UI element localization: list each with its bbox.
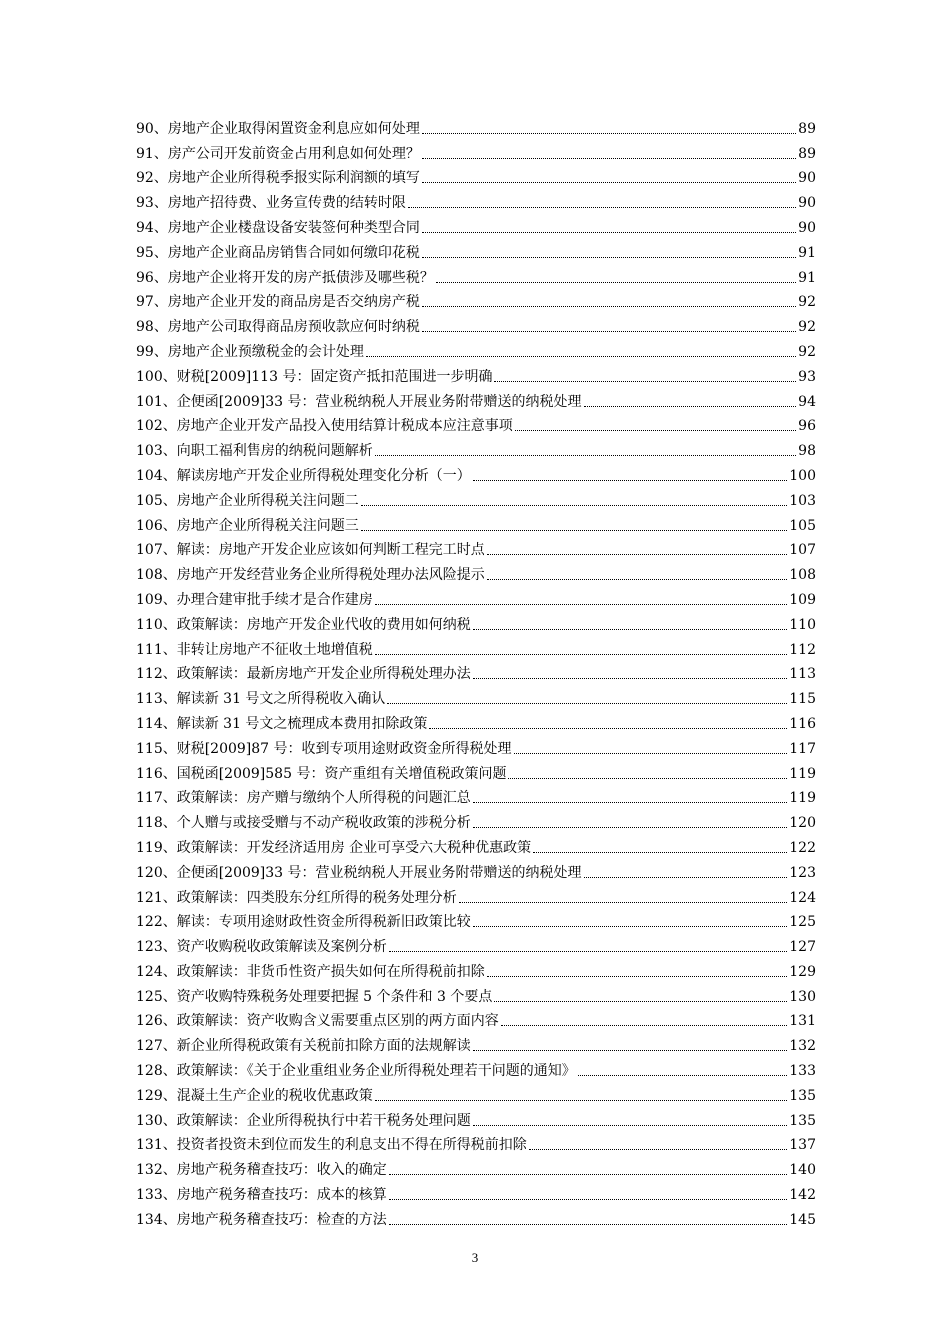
toc-entry-title: 103、向职工福利售房的纳税问题解析 <box>136 443 373 460</box>
toc-dot-leader <box>459 902 788 903</box>
toc-dot-leader <box>473 827 788 828</box>
toc-entry[interactable] <box>136 758 816 783</box>
toc-entry-page: 91 <box>798 244 816 261</box>
toc-dot-leader <box>422 331 796 332</box>
toc-dot-leader <box>361 530 788 531</box>
toc-entry-title: 130、政策解读：企业所得税执行中若干税务处理问题 <box>136 1112 471 1129</box>
toc-entry-page: 117 <box>789 740 816 757</box>
toc-dot-leader <box>487 554 788 555</box>
toc-entry-page: 107 <box>789 542 816 559</box>
toc-dot-leader <box>436 282 796 283</box>
toc-entry-page: 137 <box>789 1137 816 1154</box>
toc-dot-leader <box>487 579 788 580</box>
toc-entry-title: 110、政策解读：房地产开发企业代收的费用如何纳税 <box>136 616 471 633</box>
toc-dot-leader <box>494 381 796 382</box>
toc-entry-title: 94、房地产企业楼盘设备安装签何种类型合同 <box>136 219 420 236</box>
toc-entry-title: 112、政策解读：最新房地产开发企业所得税处理办法 <box>136 666 471 683</box>
toc-entry-page: 94 <box>798 393 816 410</box>
toc-entry-title: 98、房地产公司取得商品房预收款应何时纳税 <box>136 319 420 336</box>
toc-dot-leader <box>422 182 796 183</box>
toc-dot-leader <box>366 356 796 357</box>
toc-entry[interactable] <box>136 708 816 733</box>
toc-entry-title: 115、财税[2009]87 号：收到专项用途财政资金所得税处理 <box>136 740 512 757</box>
page-number: 3 <box>471 1250 479 1265</box>
toc-entry-page: 103 <box>789 492 816 509</box>
toc-entry-page: 133 <box>789 1063 816 1080</box>
toc-dot-leader <box>422 133 796 134</box>
toc-entry-page: 127 <box>789 939 816 956</box>
toc-entry[interactable] <box>136 163 816 188</box>
toc-entry-title: 109、办理合建审批手续才是合作建房 <box>136 591 373 608</box>
toc-entry-title: 124、政策解读：非货币性资产损失如何在所得税前扣除 <box>136 963 485 980</box>
toc-entry[interactable] <box>136 411 816 436</box>
toc-entry-page: 98 <box>798 443 816 460</box>
toc-entry-title: 120、企便函[2009]33 号：营业税纳税人开展业务附带赠送的纳税处理 <box>136 864 582 881</box>
toc-entry-title: 102、房地产企业开发产品投入使用结算计税成本应注意事项 <box>136 418 513 435</box>
toc-entry[interactable] <box>136 485 816 510</box>
toc-entry-title: 90、房地产企业取得闲置资金利息应如何处理 <box>136 120 420 137</box>
toc-entry-title: 113、解读新 31 号文之所得税收入确认 <box>136 691 386 708</box>
toc-entry[interactable] <box>136 882 816 907</box>
toc-entry-title: 101、企便函[2009]33 号：营业税纳税人开展业务附带赠送的纳税处理 <box>136 393 582 410</box>
toc-entry-title: 122、解读：专项用途财政性资金所得税新旧政策比较 <box>136 914 471 931</box>
toc-entry-page: 130 <box>789 988 816 1005</box>
toc-dot-leader <box>389 1199 788 1200</box>
toc-entry-title: 114、解读新 31 号文之梳理成本费用扣除政策 <box>136 715 428 732</box>
toc-entry-page: 116 <box>789 715 816 732</box>
toc-entry[interactable] <box>136 559 816 584</box>
toc-entry[interactable] <box>136 783 816 808</box>
toc-dot-leader <box>584 877 788 878</box>
table-of-contents <box>136 113 816 1229</box>
toc-entry[interactable] <box>136 1080 816 1105</box>
toc-entry-page: 125 <box>789 914 816 931</box>
toc-entry-page: 108 <box>789 567 816 584</box>
toc-entry-page: 115 <box>789 691 816 708</box>
toc-dot-leader <box>422 158 796 159</box>
toc-entry-title: 111、非转让房地产不征收土地增值税 <box>136 641 373 658</box>
toc-entry[interactable] <box>136 361 816 386</box>
toc-entry-title: 100、财税[2009]113 号：固定资产抵扣范围进一步明确 <box>136 368 493 385</box>
toc-entry-title: 106、房地产企业所得税关注问题三 <box>136 517 359 534</box>
toc-entry-page: 100 <box>789 467 816 484</box>
toc-entry-title: 121、政策解读：四类股东分红所得的税务处理分析 <box>136 889 457 906</box>
toc-entry-title: 105、房地产企业所得税关注问题二 <box>136 492 359 509</box>
toc-entry-page: 90 <box>798 170 816 187</box>
toc-entry[interactable] <box>136 237 816 262</box>
toc-entry-page: 89 <box>798 145 816 162</box>
toc-dot-leader <box>473 678 788 679</box>
toc-entry[interactable] <box>136 1055 816 1080</box>
toc-entry-title: 116、国税函[2009]585 号：资产重组有关增值税政策问题 <box>136 765 507 782</box>
toc-entry[interactable] <box>136 907 816 932</box>
toc-entry-page: 92 <box>798 343 816 360</box>
toc-entry-title: 125、资产收购特殊税务处理要把握 5 个条件和 3 个要点 <box>136 988 493 1005</box>
toc-entry[interactable] <box>136 584 816 609</box>
toc-dot-leader <box>473 480 788 481</box>
toc-dot-leader <box>408 207 796 208</box>
toc-entry-page: 112 <box>789 641 816 658</box>
toc-dot-leader <box>422 306 796 307</box>
toc-dot-leader <box>578 1075 788 1076</box>
toc-entry[interactable] <box>136 1105 816 1130</box>
toc-entry[interactable] <box>136 931 816 956</box>
toc-dot-leader <box>389 951 788 952</box>
toc-entry-page: 90 <box>798 195 816 212</box>
toc-entry[interactable] <box>136 857 816 882</box>
toc-entry-page: 120 <box>789 815 816 832</box>
toc-dot-leader <box>389 1174 788 1175</box>
toc-entry[interactable] <box>136 659 816 684</box>
toc-entry-page: 142 <box>789 1187 816 1204</box>
toc-entry-page: 90 <box>798 219 816 236</box>
toc-entry-title: 133、房地产税务稽查技巧：成本的核算 <box>136 1187 387 1204</box>
toc-entry-title: 129、混凝土生产企业的税收优惠政策 <box>136 1087 373 1104</box>
toc-entry-page: 122 <box>789 839 816 856</box>
toc-entry[interactable] <box>136 113 816 138</box>
toc-dot-leader <box>487 976 788 977</box>
toc-entry-title: 127、新企业所得税政策有关税前扣除方面的法规解读 <box>136 1038 471 1055</box>
toc-entry[interactable] <box>136 311 816 336</box>
toc-dot-leader <box>508 778 787 779</box>
toc-entry[interactable] <box>136 510 816 535</box>
toc-dot-leader <box>473 629 788 630</box>
toc-entry-page: 119 <box>789 790 816 807</box>
toc-entry-page: 110 <box>789 616 816 633</box>
toc-entry-page: 145 <box>789 1211 816 1228</box>
toc-entry-page: 91 <box>798 269 816 286</box>
toc-dot-leader <box>494 1001 787 1002</box>
toc-dot-leader <box>473 1125 788 1126</box>
toc-entry-title: 131、投资者投资未到位而发生的利息支出不得在所得税前扣除 <box>136 1137 527 1154</box>
toc-dot-leader <box>514 753 788 754</box>
toc-entry-page: 123 <box>789 864 816 881</box>
toc-entry[interactable] <box>136 435 816 460</box>
toc-entry-title: 128、政策解读：《关于企业重组业务企业所得税处理若干问题的通知》 <box>136 1063 576 1080</box>
toc-dot-leader <box>375 654 788 655</box>
toc-dot-leader <box>529 1149 788 1150</box>
toc-entry[interactable] <box>136 1179 816 1204</box>
toc-entry-title: 95、房地产企业商品房销售合同如何缴印花税 <box>136 244 420 261</box>
toc-entry-page: 124 <box>789 889 816 906</box>
toc-dot-leader <box>389 1224 788 1225</box>
toc-dot-leader <box>387 703 787 704</box>
toc-entry[interactable] <box>136 1154 816 1179</box>
toc-entry[interactable] <box>136 609 816 634</box>
toc-dot-leader <box>375 1100 788 1101</box>
toc-dot-leader <box>361 505 788 506</box>
toc-entry[interactable] <box>136 287 816 312</box>
toc-entry-title: 96、房地产企业将开发的房产抵债涉及哪些税？ <box>136 269 434 286</box>
toc-entry-page: 135 <box>789 1087 816 1104</box>
toc-entry[interactable] <box>136 262 816 287</box>
toc-entry-page: 92 <box>798 294 816 311</box>
toc-entry-title: 123、资产收购税收政策解读及案例分析 <box>136 939 387 956</box>
toc-dot-leader <box>422 232 796 233</box>
toc-dot-leader <box>515 430 796 431</box>
toc-entry-title: 126、政策解读：资产收购含义需要重点区别的两方面内容 <box>136 1013 499 1030</box>
toc-entry[interactable] <box>136 634 816 659</box>
toc-entry[interactable] <box>136 807 816 832</box>
toc-entry[interactable] <box>136 1030 816 1055</box>
toc-entry-title: 119、政策解读：开发经济适用房 企业可享受六大税种优惠政策 <box>136 839 532 856</box>
toc-dot-leader <box>429 728 787 729</box>
toc-entry-title: 104、解读房地产开发企业所得税处理变化分析（一） <box>136 467 471 484</box>
toc-entry-page: 132 <box>789 1038 816 1055</box>
toc-dot-leader <box>375 604 788 605</box>
toc-entry-title: 118、个人赠与或接受赠与不动产税收政策的涉税分析 <box>136 815 471 832</box>
toc-dot-leader <box>375 455 796 456</box>
toc-entry-page: 92 <box>798 319 816 336</box>
toc-entry-title: 92、房地产企业所得税季报实际利润额的填写 <box>136 170 420 187</box>
toc-entry-title: 107、解读：房地产开发企业应该如何判断工程完工时点 <box>136 542 485 559</box>
toc-entry-page: 140 <box>789 1162 816 1179</box>
toc-entry-page: 109 <box>789 591 816 608</box>
toc-entry-page: 119 <box>789 765 816 782</box>
toc-entry-page: 96 <box>798 418 816 435</box>
toc-dot-leader <box>584 406 797 407</box>
toc-entry[interactable] <box>136 1130 816 1155</box>
toc-entry[interactable] <box>136 535 816 560</box>
toc-entry-title: 134、房地产税务稽查技巧：检查的方法 <box>136 1211 387 1228</box>
toc-entry-title: 99、房地产企业预缴税金的会计处理 <box>136 343 364 360</box>
toc-dot-leader <box>473 926 788 927</box>
toc-entry-page: 93 <box>798 368 816 385</box>
toc-entry[interactable] <box>136 733 816 758</box>
toc-entry-title: 108、房地产开发经营业务企业所得税处理办法风险提示 <box>136 567 485 584</box>
toc-entry-page: 135 <box>789 1112 816 1129</box>
toc-dot-leader <box>473 802 788 803</box>
toc-entry[interactable] <box>136 1006 816 1031</box>
toc-entry-title: 117、政策解读：房产赠与缴纳个人所得税的问题汇总 <box>136 790 471 807</box>
toc-entry-title: 132、房地产税务稽查技巧：收入的确定 <box>136 1162 387 1179</box>
toc-entry[interactable] <box>136 212 816 237</box>
toc-entry-title: 93、房地产招待费、业务宣传费的结转时限 <box>136 195 406 212</box>
toc-entry[interactable] <box>136 956 816 981</box>
toc-entry[interactable] <box>136 832 816 857</box>
toc-entry[interactable] <box>136 187 816 212</box>
toc-entry-page: 113 <box>789 666 816 683</box>
toc-entry-page: 129 <box>789 963 816 980</box>
toc-dot-leader <box>533 852 787 853</box>
toc-entry-title: 91、房产公司开发前资金占用利息如何处理？ <box>136 145 420 162</box>
toc-entry[interactable] <box>136 386 816 411</box>
toc-entry[interactable] <box>136 336 816 361</box>
toc-entry[interactable] <box>136 138 816 163</box>
toc-entry[interactable] <box>136 1204 816 1229</box>
toc-entry-page: 105 <box>789 517 816 534</box>
toc-dot-leader <box>473 1050 788 1051</box>
toc-entry[interactable] <box>136 683 816 708</box>
toc-dot-leader <box>501 1025 788 1026</box>
toc-entry-page: 89 <box>798 120 816 137</box>
toc-entry-title: 97、房地产企业开发的商品房是否交纳房产税 <box>136 294 420 311</box>
toc-dot-leader <box>422 257 796 258</box>
toc-entry[interactable] <box>136 460 816 485</box>
toc-entry-page: 131 <box>789 1013 816 1030</box>
toc-entry[interactable] <box>136 981 816 1006</box>
